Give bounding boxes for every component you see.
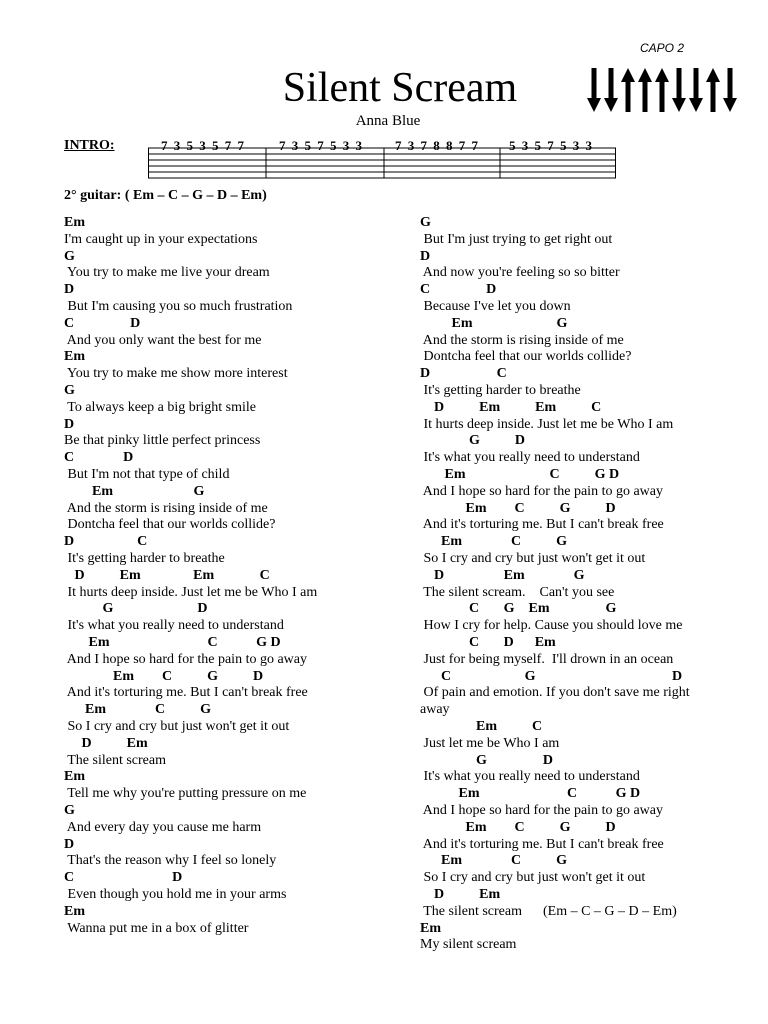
chord-line: Em: [64, 349, 85, 365]
chord-line: G D: [420, 433, 525, 449]
chord-line: D Em Em C: [420, 399, 602, 415]
chord-line: D C: [64, 534, 148, 550]
song-title: Silent Scream: [282, 65, 518, 111]
lyric-line: So I cry and cry but just won't get it out: [420, 551, 646, 566]
second-guitar-progression: 2° guitar: ( Em – C – G – D – Em): [64, 188, 267, 203]
lyric-line: It's what you really need to understand: [64, 618, 284, 634]
lyric-line: Of pain and emotion. If you don't save me right: [420, 685, 690, 701]
chord-line: Em C G: [420, 534, 567, 550]
chord-line: C D Em: [420, 635, 556, 650]
chord-line: D: [64, 836, 75, 852]
lyric-line: And the storm is rising inside of me: [64, 500, 268, 516]
lyric-line: I'm caught up in your expectations: [64, 231, 258, 247]
lyric-line: It's getting harder to breathe: [64, 551, 225, 566]
lyric-line: And it's torturing me. But I can't break free: [64, 685, 308, 701]
chord-line: C G Em G: [420, 601, 617, 617]
lyric-line: How I cry for help. Cause you should love me: [420, 618, 683, 634]
lyric-line: And the storm is rising inside of me: [420, 332, 624, 348]
tab-group-2: 7 3 5 7 5 3 3: [279, 138, 364, 153]
chord-line: Em: [64, 903, 85, 919]
lyric-line: Dontcha feel that our worlds collide?: [64, 517, 276, 533]
lyric-line: Tell me why you're putting pressure on me: [64, 786, 307, 802]
lyric-line: To always keep a big bright smile: [64, 399, 257, 415]
lyric-line: My silent scream: [420, 937, 517, 953]
chord-line: Em: [64, 215, 85, 230]
chord-line: G: [64, 383, 75, 398]
lyric-line: The silent scream (Em – C – G – D – Em): [420, 903, 677, 919]
chord-line: D Em G: [420, 567, 585, 583]
lyric-line: But I'm just trying to get right out: [420, 231, 613, 247]
chord-line: Em C G: [420, 853, 567, 869]
chord-line: Em C: [420, 719, 543, 734]
chord-line: Em C G D: [420, 467, 620, 482]
capo-label: CAPO 2: [640, 41, 685, 55]
lyric-line: And every day you cause me harm: [64, 819, 262, 835]
lyric-line: Be that pinky little perfect princess: [64, 433, 261, 449]
lyric-line: And it's torturing me. But I can't break free: [420, 836, 664, 852]
lyric-line: Even though you hold me in your arms: [64, 887, 287, 902]
chord-line: G D: [64, 601, 208, 617]
lyric-line: Because I've let you down: [420, 299, 571, 314]
lyric-line: It hurts deep inside. Just let me be Who I am: [420, 416, 674, 432]
chord-line: D C: [420, 366, 507, 382]
lyric-line: But I'm not that type of child: [64, 467, 230, 482]
chord-line: Em C G D: [64, 668, 264, 684]
lyric-line: And now you're feeling so so bitter: [420, 265, 620, 281]
chord-line: C D: [64, 450, 134, 466]
lyric-line: Just let me be Who I am: [420, 735, 560, 751]
chord-line: Em: [64, 769, 85, 785]
chord-line: D: [420, 248, 431, 264]
chord-line: Em C G: [64, 702, 211, 718]
lyric-line: And it's torturing me. But I can't break free: [420, 517, 664, 533]
lyric-line: You try to make me live your dream: [64, 265, 270, 281]
chord-line: Em G: [420, 315, 568, 331]
chord-line: D Em: [64, 735, 148, 751]
lyric-line: But I'm causing you so much frustration: [64, 299, 293, 314]
lyric-line: The silent scream: [64, 752, 166, 768]
chord-line: C D: [420, 282, 497, 298]
chord-line: D Em: [420, 887, 501, 902]
lyric-line: So I cry and cry but just won't get it out: [420, 870, 646, 886]
chord-line: D Em Em C: [64, 567, 270, 583]
tab-group-4: 5 3 5 7 5 3 3: [509, 138, 594, 153]
lyric-line: And I hope so hard for the pain to go away: [420, 483, 663, 499]
lyric-line: Dontcha feel that our worlds collide?: [420, 349, 632, 365]
lyric-line: Wanna put me in a box of glitter: [64, 920, 249, 936]
chord-line: D: [64, 282, 75, 298]
lyric-line: away: [420, 702, 450, 718]
song-artist: Anna Blue: [355, 113, 421, 129]
tab-group-1: 7 3 5 3 5 7 7: [161, 138, 246, 153]
chord-line: Em C G D: [420, 819, 616, 835]
chord-line: D: [64, 416, 75, 432]
chord-line: Em: [420, 920, 441, 936]
lyric-line: It's getting harder to breathe: [420, 383, 581, 398]
chord-line: Em C G D: [64, 635, 281, 650]
lyric-line: It's what you really need to understand: [420, 450, 640, 466]
chord-line: C D: [64, 315, 141, 331]
lyric-line: You try to make me show more interest: [64, 366, 288, 382]
lyric-line: And I hope so hard for the pain to go away: [64, 651, 307, 667]
lyric-line: So I cry and cry but just won't get it out: [64, 719, 290, 734]
lyric-line: And I hope so hard for the pain to go away: [420, 803, 663, 818]
lyric-line: And you only want the best for me: [64, 332, 262, 348]
lyric-line: That's the reason why I feel so lonely: [64, 853, 277, 869]
lyric-line: The silent scream. Can't you see: [420, 584, 615, 600]
intro-label: INTRO:: [64, 138, 115, 153]
chord-line: G: [64, 248, 75, 264]
tab-group-3: 7 3 7 8 8 7 7: [395, 138, 480, 153]
chord-line: C G D: [420, 668, 683, 684]
lyric-line: It's what you really need to understand: [420, 769, 640, 785]
chord-line: Em C G D: [420, 500, 616, 516]
chord-line: G: [420, 215, 431, 230]
chord-line: Em G: [64, 483, 205, 499]
lyric-line: It hurts deep inside. Just let me be Who I am: [64, 584, 318, 600]
chord-line: G D: [420, 752, 553, 768]
chord-line: G: [64, 803, 75, 818]
chord-line: Em C G D: [420, 786, 641, 802]
chord-line: C D: [64, 870, 183, 886]
lyric-line: Just for being myself. I'll drown in an ocean: [420, 651, 674, 667]
